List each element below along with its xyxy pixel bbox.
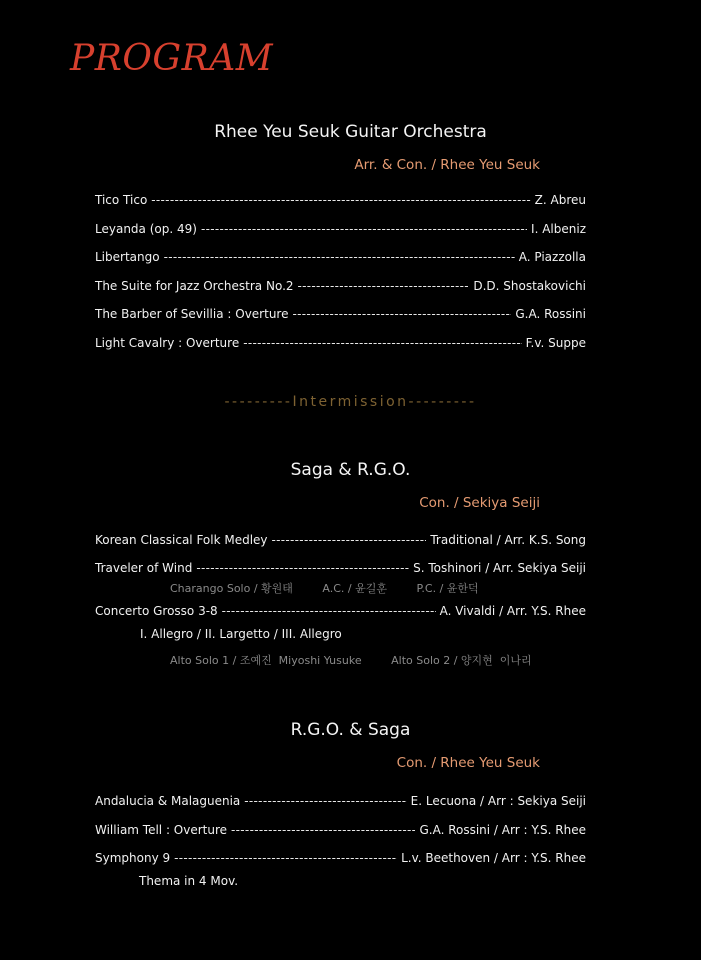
piece-title: Symphony 9	[95, 851, 171, 865]
dotted-leader	[164, 250, 515, 264]
symphony-note: Thema in 4 Mov.	[139, 874, 239, 888]
dotted-leader	[196, 561, 409, 575]
composer: Traditional / Arr. K.S. Song	[430, 533, 586, 547]
soloist-credit: A.C. / 윤길훈	[322, 582, 388, 595]
program-item	[95, 561, 586, 575]
soloist-credit: Alto Solo 1 / 조예진 Miyoshi Yusuke	[170, 654, 362, 667]
composer: Z. Abreu	[534, 193, 586, 207]
dotted-leader	[201, 222, 527, 236]
composer: G.A. Rossini	[515, 307, 586, 321]
section-credit-saga-rgo: Con. / Sekiya Seiji	[419, 495, 540, 511]
soloist-credit: P.C. / 윤한덕	[416, 582, 479, 595]
composer: E. Lecuona / Arr : Sekiya Seiji	[410, 794, 586, 808]
program-item	[95, 823, 586, 837]
program-item	[95, 533, 586, 547]
dotted-leader	[222, 604, 436, 618]
piece-title: William Tell : Overture	[95, 823, 228, 837]
composer: I. Albeniz	[531, 222, 586, 236]
section-title-saga-rgo: Saga & R.G.O.	[290, 460, 411, 480]
composer: D.D. Shostakovichi	[473, 279, 586, 293]
program-item	[95, 604, 586, 618]
section-credit-rgo: Arr. & Con. / Rhee Yeu Seuk	[354, 157, 540, 173]
piece-title: Concerto Grosso 3-8	[95, 604, 218, 618]
dotted-leader	[272, 533, 427, 547]
piece-title: Korean Classical Folk Medley	[95, 533, 268, 547]
composer: A. Piazzolla	[518, 250, 586, 264]
piece-title: Light Cavalry : Overture	[95, 336, 240, 350]
composer: F.v. Suppe	[525, 336, 586, 350]
soloist-credit: Charango Solo / 황원태	[170, 582, 293, 595]
piece-title: The Suite for Jazz Orchestra No.2	[95, 279, 294, 293]
piece-title: The Barber of Sevillia : Overture	[95, 307, 289, 321]
program-item	[95, 336, 586, 350]
section-title-rgo-saga: R.G.O. & Saga	[290, 720, 411, 740]
intermission-divider: ---------Intermission---------	[224, 394, 477, 410]
dotted-leader	[292, 307, 511, 321]
program-item	[95, 250, 586, 264]
piece-title: Leyanda (op. 49)	[95, 222, 197, 236]
composer: S. Toshinori / Arr. Sekiya Seiji	[413, 561, 586, 575]
section-credit-rgo-saga: Con. / Rhee Yeu Seuk	[396, 755, 540, 771]
movement-list: I. Allegro / II. Largetto / III. Allegro	[140, 627, 342, 641]
piece-title: Traveler of Wind	[95, 561, 193, 575]
program-item	[95, 794, 586, 808]
page-title: PROGRAM	[70, 38, 274, 79]
dotted-leader	[244, 794, 406, 808]
section-title-rgo: Rhee Yeu Seuk Guitar Orchestra	[214, 122, 487, 142]
piece-title: Andalucia & Malaguenia	[95, 794, 241, 808]
soloist-credits	[170, 652, 558, 668]
program-item	[95, 851, 586, 865]
program-item	[95, 222, 586, 236]
program-item	[95, 279, 586, 293]
dotted-leader	[243, 336, 521, 350]
program-item	[95, 307, 586, 321]
composer: G.A. Rossini / Arr : Y.S. Rhee	[419, 823, 586, 837]
soloist-credit: Alto Solo 2 / 양지현 이나리	[391, 654, 532, 667]
dotted-leader	[174, 851, 397, 865]
dotted-leader	[151, 193, 530, 207]
dotted-leader	[231, 823, 415, 837]
piece-title: Tico Tico	[95, 193, 148, 207]
piece-title: Libertango	[95, 250, 160, 264]
composer: L.v. Beethoven / Arr : Y.S. Rhee	[401, 851, 586, 865]
dotted-leader	[298, 279, 470, 293]
soloist-credits	[170, 580, 505, 596]
program-item	[95, 193, 586, 207]
composer: A. Vivaldi / Arr. Y.S. Rhee	[439, 604, 586, 618]
